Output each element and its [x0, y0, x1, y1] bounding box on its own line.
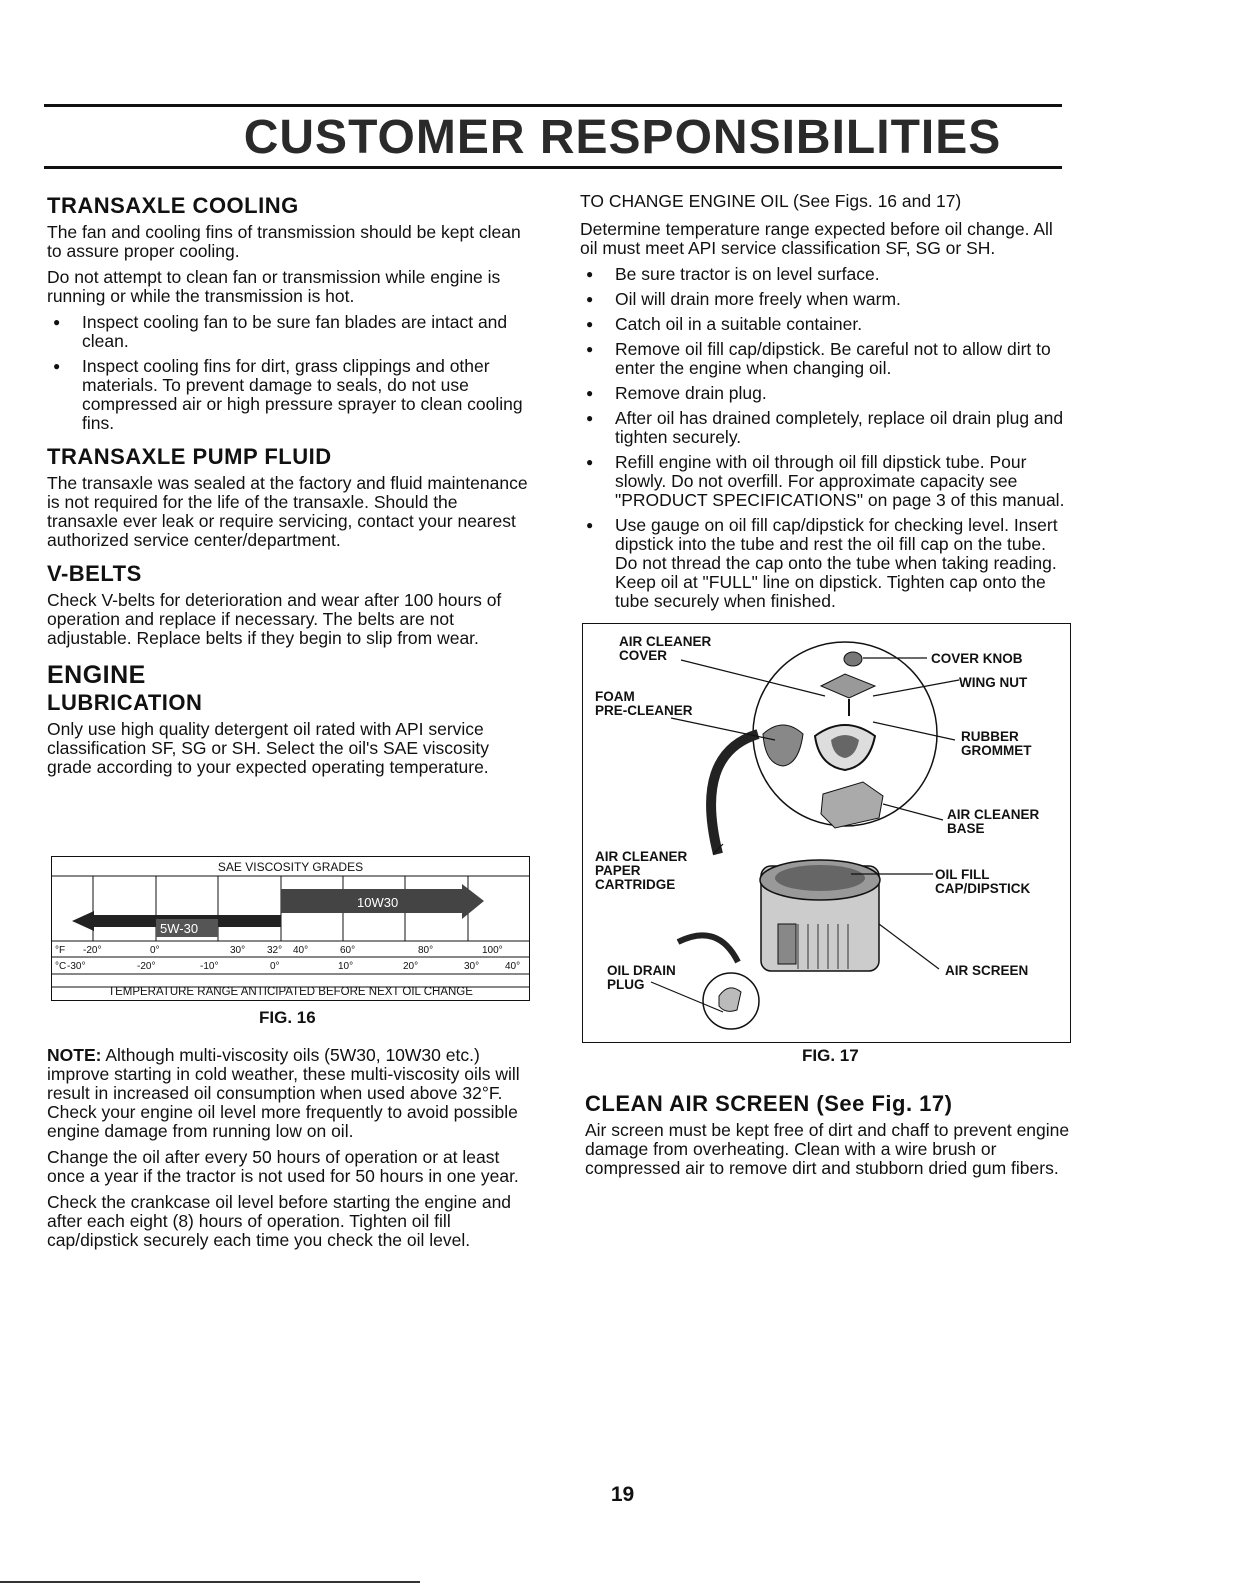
label-air-cleaner-base: AIR CLEANER BASE — [947, 807, 1040, 836]
f-tick: 32° — [267, 945, 283, 956]
left-column — [47, 178, 530, 784]
bullet-icon: ● — [586, 342, 594, 356]
title-rule — [44, 166, 1062, 169]
label-wing-nut: WING NUT — [959, 675, 1028, 690]
paragraph: Do not attempt to clean fan or transmission while engine is running or while the transmission is hot. — [47, 267, 501, 306]
bullet-icon: ● — [586, 267, 594, 281]
f-tick: 100° — [482, 945, 503, 956]
label-oil-drain-plug: OIL DRAIN PLUG — [607, 963, 676, 992]
bullet-icon: ● — [586, 455, 594, 469]
paragraph: Change the oil after every 50 hours of operation or at least once a year if the tractor is not used for 50 hours in one year. — [47, 1147, 519, 1186]
paragraph: The fan and cooling fins of transmission should be kept clean to assure proper cooling. — [47, 222, 521, 261]
heading-clean-air-screen: CLEAN AIR SCREEN (See Fig. 17) — [585, 1091, 953, 1116]
fig16-caption: FIG. 16 — [259, 1008, 316, 1027]
grade-10w30-label: 10W30 — [357, 895, 399, 910]
label-oil-fill-dipstick: OIL FILL CAP/DIPSTICK — [935, 867, 1031, 896]
viscosity-chart — [51, 856, 530, 1001]
paragraph: Check the crankcase oil level before starting the engine and after each eight (8) hours of operation. Tighten oil fill cap/dipstick securely each time you check the oil level. — [47, 1192, 512, 1250]
bullet-item: ● Oil will drain more freely when warm. — [586, 289, 901, 309]
c-tick: -30° — [67, 961, 86, 972]
bullet-item: ● Be sure tractor is on level surface. — [586, 264, 880, 284]
bullet-icon: ● — [586, 411, 594, 425]
air-cleaner-diagram — [582, 623, 1071, 1043]
bullet-item: ● Refill engine with oil through oil fill dipstick tube. Pour slowly. Do not overfill. For approximate capacity see "PRODUCT SPECIFICATIONS" on page 3 of this manual. — [586, 452, 1065, 510]
label-air-cleaner-cover: AIR CLEANER COVER — [619, 634, 712, 663]
bullet-item: ● Use gauge on oil fill cap/dipstick for checking level. Insert dipstick into the tube and rest the oil fill cap on the tube. Do not thread the cap onto the tube when taking reading. Keep oil at "FULL" line on dipstick. Tighten cap onto the tube securely when finished. — [586, 515, 1058, 611]
chart-footer: TEMPERATURE RANGE ANTICIPATED BEFORE NEXT OIL CHANGE — [108, 986, 473, 998]
f-tick: -20° — [83, 945, 102, 956]
c-tick: 40° — [505, 961, 521, 972]
paragraph: Check V-belts for deterioration and wear after 100 hours of operation and replace if necessary. The belts are not adjustable. Replace belts if they begin to slip from wear. — [47, 590, 502, 648]
bullet-icon: ● — [586, 518, 594, 532]
grade-5w30-label: 5W-30 — [160, 921, 199, 936]
top-rule — [44, 104, 1062, 107]
c-tick: 30° — [464, 961, 480, 972]
f-unit: °F — [55, 945, 66, 956]
chart-title: SAE VISCOSITY GRADES — [217, 860, 364, 874]
paragraph: Only use high quality detergent oil rated with API service classification SF, SG or SH. Select the oil's SAE viscosity grade according to your expected operating temperature. — [47, 719, 489, 777]
heading-pump-fluid: TRANSAXLE PUMP FLUID — [47, 444, 332, 469]
page-title: CUSTOMER RESPONSIBILITIES — [243, 111, 1002, 164]
bullet-icon: ● — [53, 315, 61, 329]
bullet-item: ● After oil has drained completely, replace oil drain plug and tighten securely. — [586, 408, 1064, 447]
bullet-item: ● Remove drain plug. — [586, 383, 767, 403]
f-tick: 80° — [418, 945, 434, 956]
paragraph: Determine temperature range expected before oil change. All oil must meet API service classification SF, SG or SH. — [580, 219, 1053, 258]
c-tick: 10° — [338, 961, 354, 972]
bullet-item: ● Catch oil in a suitable container. — [586, 314, 863, 334]
f-tick: 60° — [340, 945, 356, 956]
label-paper-cartridge: AIR CLEANER PAPER CARTRIDGE — [595, 849, 688, 892]
c-tick: -20° — [137, 961, 156, 972]
f-tick: 30° — [230, 945, 246, 956]
left-lower-column — [47, 1046, 537, 1257]
bullet-item: ● Inspect cooling fins for dirt, grass clippings and other materials. To prevent damage to seals, do not use compressed air or high pressure sprayer to clean cooling fins. — [53, 356, 523, 433]
bullet-icon: ● — [586, 386, 594, 400]
fig17-caption: FIG. 17 — [802, 1046, 859, 1065]
label-air-screen: AIR SCREEN — [945, 963, 1029, 978]
paragraph: Air screen must be kept free of dirt and chaff to prevent engine damage from overheating. Clean with a wire brush or compressed air to remove dirt and stubborn dried gum fibers. — [585, 1120, 1070, 1178]
right-lower-column — [585, 1091, 1075, 1185]
bullet-icon: ● — [586, 317, 594, 331]
page-number: 19 — [610, 1483, 635, 1506]
heading-lubrication: LUBRICATION — [47, 690, 203, 715]
c-tick: 20° — [403, 961, 419, 972]
heading-change-oil: TO CHANGE ENGINE OIL (See Figs. 16 and 17) — [580, 191, 962, 211]
bullet-item: ● Inspect cooling fan to be sure fan blades are intact and clean. — [53, 312, 508, 351]
label-rubber-grommet: RUBBER GROMMET — [961, 729, 1032, 758]
label-cover-knob: COVER KNOB — [931, 651, 1023, 666]
label-foam-pre-cleaner: FOAM PRE-CLEANER — [595, 689, 693, 718]
bullet-icon: ● — [586, 292, 594, 306]
c-tick: 0° — [270, 961, 280, 972]
note-paragraph: NOTE: Although multi-viscosity oils (5W30, 10W30 etc.) improve starting in cold weather, these multi-viscosity oils will result in increased oil consumption when used above 32°F. Check your engine oil level more frequently to avoid possible engine damage from running low on oil. — [47, 1045, 520, 1141]
note-label: NOTE: — [47, 1045, 102, 1065]
c-tick: -10° — [200, 961, 219, 972]
bullet-item: ● Remove oil fill cap/dipstick. Be careful not to allow dirt to enter the engine when changing oil. — [586, 339, 1051, 378]
c-unit: °C — [55, 961, 67, 972]
viscosity-grid — [52, 857, 529, 1000]
bullet-icon: ● — [53, 359, 61, 373]
heading-vbelts: V-BELTS — [47, 561, 142, 586]
f-tick: 0° — [150, 945, 160, 956]
heading-transaxle-cooling: TRANSAXLE COOLING — [47, 193, 299, 218]
f-tick: 40° — [293, 945, 309, 956]
bottom-rule — [0, 1581, 420, 1583]
paragraph: The transaxle was sealed at the factory and fluid maintenance is not required for the life of the transaxle. Should the transaxle ever leak or require servicing, contact your nearest authorized service center/department. — [47, 473, 528, 550]
heading-engine: ENGINE — [47, 661, 146, 689]
right-column — [580, 192, 1070, 617]
